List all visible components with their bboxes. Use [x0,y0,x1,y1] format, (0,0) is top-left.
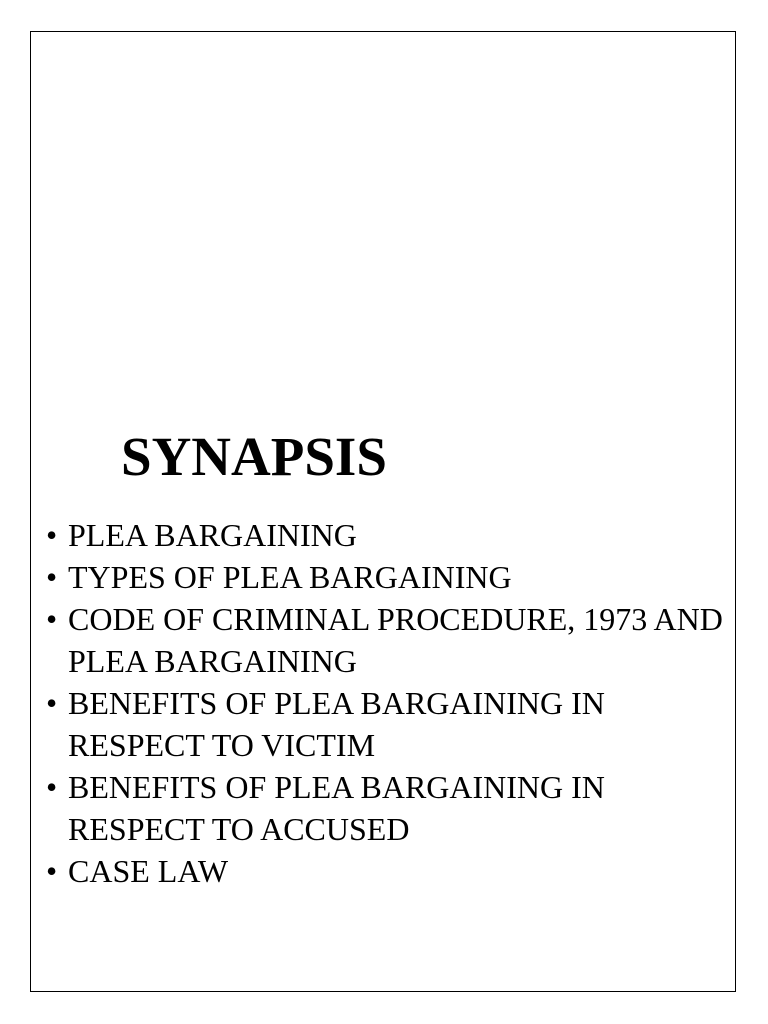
bullet-icon: • [46,769,58,805]
list-item [46,514,726,556]
list-item-text: BENEFITS OF PLEA BARGAINING IN RESPECT TO VICTIM [68,685,605,763]
bullet-icon: • [46,685,58,721]
bullet-icon: • [46,601,58,637]
page-title: SYNAPSIS [121,426,387,487]
list-item-text: BENEFITS OF PLEA BARGAINING IN RESPECT TO ACCUSED [68,769,605,847]
synopsis-list [46,514,726,892]
list-item-text: PLEA BARGAINING [68,517,357,553]
list-item-text: CODE OF CRIMINAL PROCEDURE, 1973 AND PLEA BARGAINING [68,601,723,679]
list-item [46,850,726,892]
list-item-text: TYPES OF PLEA BARGAINING [68,559,512,595]
bullet-icon: • [46,559,58,595]
list-item [46,556,726,598]
list-item [46,766,726,850]
list-item-text: CASE LAW [68,853,229,889]
list-item [46,598,726,682]
list-item [46,682,726,766]
bullet-icon: • [46,517,58,553]
bullet-icon: • [46,853,58,889]
